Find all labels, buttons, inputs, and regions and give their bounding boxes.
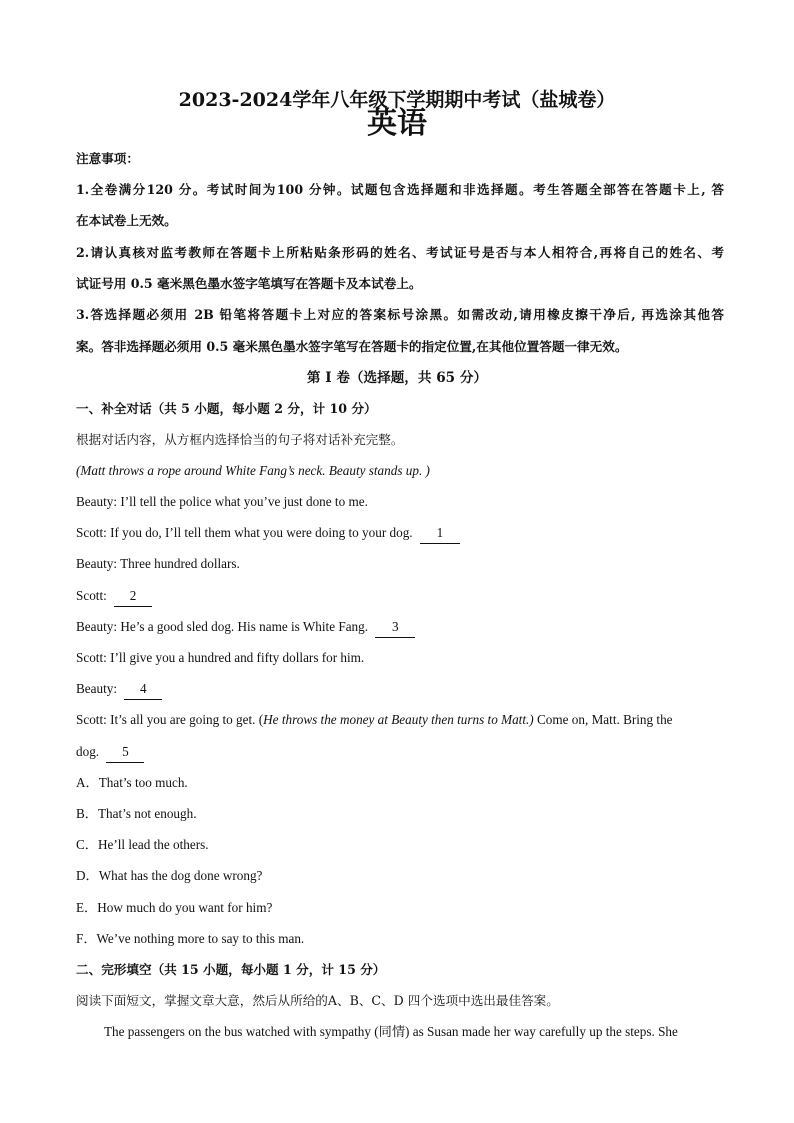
note-3-line-1: 3.答选择题必须用 2B 铅笔将答题卡上对应的答案标号涂黑。如需改动,请用橡皮擦干净后, 再选涂其他答 [76, 307, 724, 322]
section1-instruction: 根据对话内容，从方框内选择恰当的句子将对话补充完整。 [76, 432, 404, 447]
dialogue-line-9 [76, 742, 724, 763]
section2-instruction: 阅读下面短文，掌握文章大意，然后从所给的A、B、C、D 四个选项中选出最佳答案。 [76, 993, 559, 1008]
note-1-line-1: 1.全卷满分120 分。考试时间为100 分钟。试题包含选择题和非选择题。考生答题全部答在答题卡上, 答 [76, 182, 724, 197]
option-f: F．We’ve nothing more to say to this man. [76, 931, 305, 946]
dialogue-line-7 [76, 679, 724, 700]
option-c: C．He’ll lead the others. [76, 837, 209, 852]
notes-heading: 注意事项： [76, 151, 139, 166]
dialogue-text: Scott: I’ll give you a hundred and fifty dollars for him. [76, 650, 365, 665]
blank-2: 2 [114, 586, 152, 607]
scott-stage-direction: He throws the money at Beauty then turns to Matt.) [263, 712, 534, 727]
dialogue-text: Beauty: He’s a good sled dog. His name is White Fang. [76, 619, 369, 634]
blank-4: 4 [124, 679, 162, 700]
dialogue-line-8 [76, 710, 724, 730]
dialogue-text: Beauty: Three hundred dollars. [76, 556, 240, 571]
option-d: D．What has the dog done wrong? [76, 868, 263, 883]
note-3-line-2: 案。答非选择题必须用 0.5 毫米黑色墨水签字笔写在答题卡的指定位置,在其他位置答题一律无效。 [76, 339, 628, 354]
scott-text-before: Scott: It’s all you are going to get. ( [76, 712, 264, 727]
option-e: E．How much do you want for him? [76, 900, 273, 915]
dialogue-line-1 [76, 492, 724, 512]
scott-text-after: Come on, Matt. Bring the [533, 712, 673, 727]
blank-5: 5 [106, 742, 144, 763]
dialogue-text: Scott: [76, 588, 107, 603]
note-2-line-2: 试证号用 0.5 毫米黑色墨水签字笔填写在答题卡及本试卷上。 [76, 276, 422, 291]
dialogue-line-2 [76, 523, 724, 544]
dialogue-text: Scott: If you do, I’ll tell them what you were doing to your dog. [76, 525, 413, 540]
dialogue-line-3 [76, 554, 724, 574]
dialogue-text: Beauty: [76, 681, 118, 696]
stage-direction: (Matt throws a rope around White Fang’s neck. Beauty stands up. ) [76, 463, 430, 478]
note-1-line-2: 在本试卷上无效。 [76, 213, 177, 228]
passage-start: The passengers on the bus watched with sympathy (同情) as Susan made her way carefully up the steps. She [104, 1024, 678, 1039]
dialogue-line-6 [76, 648, 724, 668]
exam-title: 2023-2024学年八年级下学期期中考试（盐城卷） [178, 89, 616, 111]
blank-1: 1 [420, 523, 460, 544]
option-a: A．That’s too much. [76, 775, 188, 790]
section1-heading: 一、补全对话（共 5 小题，每小题 2 分，计 10 分） [76, 401, 377, 416]
section2-heading: 二、完形填空（共 15 小题，每小题 1 分，计 15 分） [76, 962, 386, 977]
part1-title: 第 I 卷（选择题，共 65 分） [306, 370, 488, 386]
scott-text-cont: dog. [76, 744, 100, 759]
option-b: B．That’s not enough. [76, 806, 197, 821]
blank-3: 3 [375, 617, 415, 638]
subject-title: 英语 [367, 106, 427, 141]
dialogue-line-5 [76, 617, 724, 638]
dialogue-text: Beauty: I’ll tell the police what you’ve just done to me. [76, 494, 368, 509]
dialogue-line-4 [76, 586, 724, 607]
note-2-line-1: 2.请认真核对监考教师在答题卡上所粘贴条形码的姓名、考试证号是否与本人相符合,再将自己的姓名、考 [76, 245, 724, 260]
